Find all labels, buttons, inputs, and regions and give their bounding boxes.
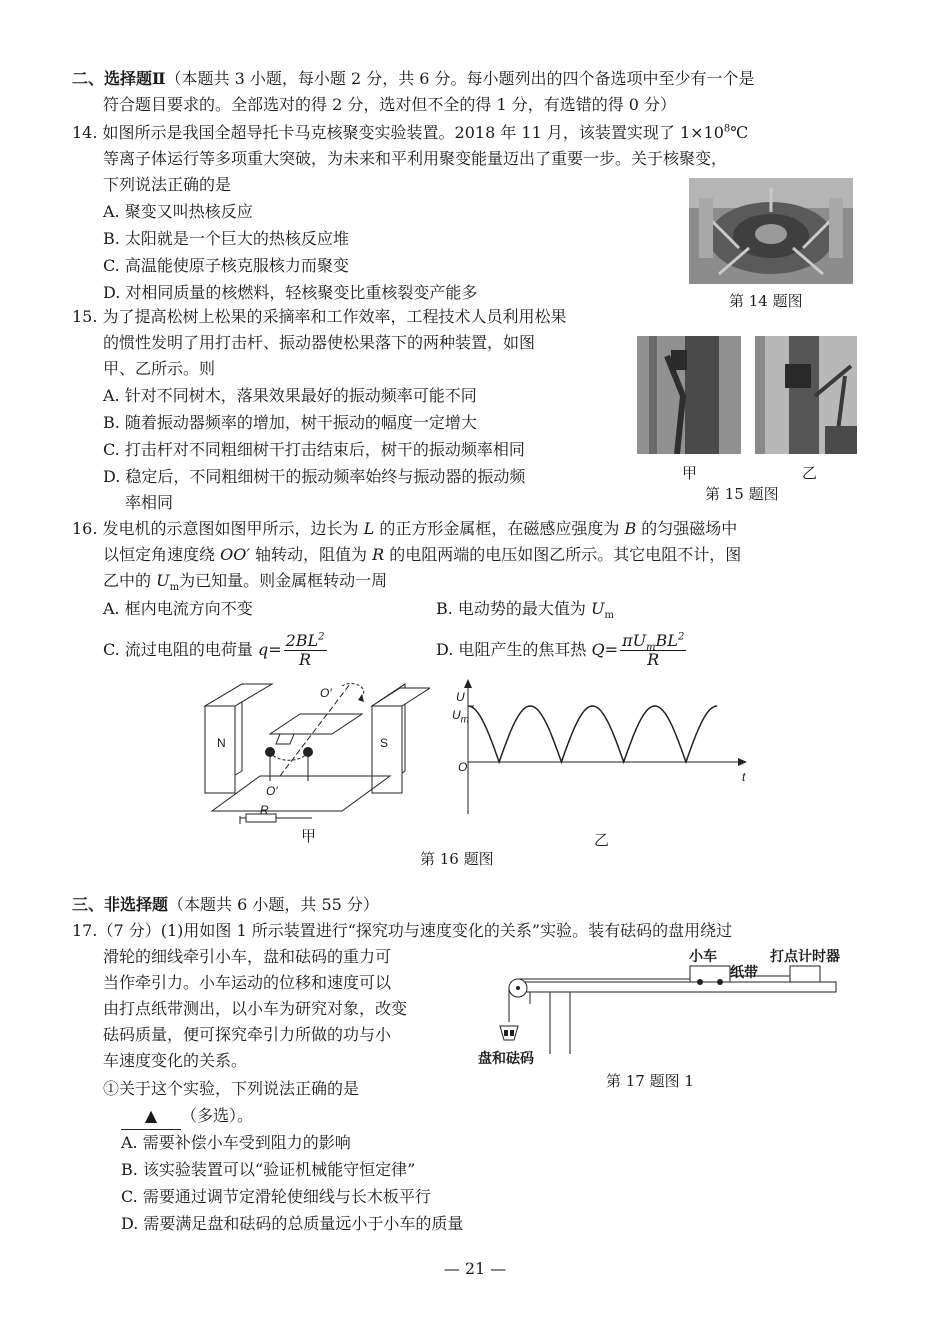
section3-heading xyxy=(72,892,379,918)
q16-label-b: 乙 xyxy=(594,831,610,849)
q15-label-b: 乙 xyxy=(802,464,818,482)
q15-line3: 甲、乙所示。则 xyxy=(103,359,216,378)
q14-line3: 下列说法正确的是 xyxy=(103,175,232,194)
voltage-curve xyxy=(468,706,717,762)
q15-option-b: B. 随着振动器频率的增加，树干振动的幅度一定增大 xyxy=(103,413,477,432)
q16-line2: 以恒定角速度绕 OO′ 轴转动，阻值为 R 的电阻两端的电压如图乙所示。其它电阻不计，图 xyxy=(103,545,742,564)
q17-line4: 由打点纸带测出，以小车为研究对象，改变 xyxy=(103,999,408,1018)
q17-option-b: B. 该实验装置可以“验证机械能守恒定律” xyxy=(121,1160,416,1179)
q17-answer-blank: ▲ （多选）。 xyxy=(121,1103,253,1130)
q16-option-c: C. 流过电阻的电荷量 q= $\frac{2BL^2}{R}$ xyxy=(103,631,325,669)
s-label: S xyxy=(380,736,389,750)
q14-tokamak-photo xyxy=(689,178,853,284)
chart-t-label: t xyxy=(742,770,746,784)
q16-generator-diagram xyxy=(200,676,430,826)
o-prime-top: O′ xyxy=(320,686,332,700)
section2-note2: 符合题目要求的。全部选对的得 2 分，选对但不全的得 1 分，有选错的得 0 分） xyxy=(103,95,677,114)
tape-label: 纸带 xyxy=(730,965,758,981)
square-frame xyxy=(270,714,362,734)
q15-line1: 15. 为了提高松树上松果的采摘率和工作效率，工程技术人员利用松果 xyxy=(72,307,567,326)
resistor-label: R xyxy=(260,803,269,817)
q17-line2: 滑轮的细线牵引小车，盘和砝码的重力可 xyxy=(103,947,392,966)
q16-caption: 第 16 题图 xyxy=(420,850,494,868)
q17-option-a: A. 需要补偿小车受到阻力的影响 xyxy=(121,1133,351,1152)
q17-sub1: ①关于这个实验，下列说法正确的是 xyxy=(103,1079,360,1098)
q17-line3: 当作牵引力。小车运动的位移和速度可以 xyxy=(103,973,392,992)
q14-option-b: B. 太阳就是一个巨大的热核反应堆 xyxy=(103,229,349,248)
chart-um-label: $U_m$ xyxy=(452,708,470,726)
q16-c-fraction: $\frac{2BL^2}{R}$ xyxy=(285,631,325,669)
q16-line3: 乙中的 $U_m$为已知量。则金属框转动一周 xyxy=(103,571,388,594)
q14-option-c: C. 高温能使原子核克服核力而聚变 xyxy=(103,256,349,275)
q16-label-a: 甲 xyxy=(301,827,317,845)
q15-option-c: C. 打击杆对不同粗细树干打击结束后，树干的振动频率相同 xyxy=(103,440,525,459)
chart-origin-label: O xyxy=(458,760,468,774)
q14-line1: 14. 如图所示是我国全超导托卡马克核聚变实验装置。2018 年 11 月，该装置实现了 $1\times 10^8℃$ xyxy=(72,123,749,142)
q15-photo-a xyxy=(637,336,741,454)
q17-line5: 砝码质量，便可探究牵引力所做的功与小 xyxy=(103,1025,392,1044)
section2-note1: （本题共 3 小题，每小题 2 分，共 6 分。每小题列出的四个备选项中至少有一个是 xyxy=(165,69,755,88)
section3-title: 三、非选择题 xyxy=(72,895,169,914)
q14-option-a: A. 聚变又叫热核反应 xyxy=(103,202,253,221)
q17-caption: 第 17 题图 1 xyxy=(606,1072,694,1090)
long-board xyxy=(518,982,836,992)
q15-line2: 的惯性发明了用打击杆、振动器使松果落下的两种装置，如图 xyxy=(103,333,536,352)
q14-line2: 等离子体运行等多项重大突破，为未来和平利用聚变能量迈出了重要一步。关于核聚变， xyxy=(103,149,728,168)
q15-photo-b xyxy=(755,336,857,454)
q16-voltage-chart xyxy=(440,676,760,826)
q16-option-b: B. 电动势的最大值为 $U_m$ xyxy=(436,599,614,622)
weights-label: 盘和砝码 xyxy=(478,1051,534,1067)
q16-line1: 16. 发电机的示意图如图甲所示，边长为 L 的正方形金属框，在磁感应强度为 B 的匀强磁场中 xyxy=(72,519,738,538)
q16-d-fraction: $\frac{\pi U_mBL^2}{R}$ xyxy=(622,631,685,669)
q17-option-c: C. 需要通过调节定滑轮使细线与长木板平行 xyxy=(121,1187,431,1206)
q15-option-a: A. 针对不同树木，落果效果最好的振动频率可能不同 xyxy=(103,386,477,405)
page-number: — 21 — xyxy=(443,1259,507,1278)
q16-option-a: A. 框内电流方向不变 xyxy=(103,599,253,618)
o-prime-bottom: O′ xyxy=(266,784,278,798)
n-label: N xyxy=(217,736,226,750)
q14-caption: 第 14 题图 xyxy=(729,292,803,310)
q17-blank-marker: ▲ xyxy=(121,1103,181,1130)
chart-u-label: U xyxy=(456,690,465,704)
section3-note: （本题共 6 小题，共 55 分） xyxy=(168,895,379,914)
q16-option-d: D. 电阻产生的焦耳热 Q= $\frac{\pi U_mBL^2}{R}$ xyxy=(436,631,685,669)
q15-caption: 第 15 题图 xyxy=(705,485,779,503)
q15-option-d2: 率相同 xyxy=(125,493,174,512)
q17-line6: 车速度变化的关系。 xyxy=(103,1051,248,1070)
cart-label: 小车 xyxy=(689,949,717,965)
weight-pan xyxy=(500,1026,518,1040)
q17-line1: 17.（7 分）(1)用如图 1 所示装置进行“探究功与速度变化的关系”实验。装有砝码的盘用绕过 xyxy=(72,921,733,940)
q14-option-d: D. 对相同质量的核燃料，轻核聚变比重核裂变产能多 xyxy=(103,283,478,302)
q15-option-d1: D. 稳定后，不同粗细树干的振动频率始终与振动器的振动频 xyxy=(103,467,526,486)
section2-title: 二、选择题Ⅱ xyxy=(72,69,166,88)
q17-option-d: D. 需要满足盘和砝码的总质量远小于小车的质量 xyxy=(121,1214,464,1233)
section2-heading xyxy=(72,66,755,92)
timer-label: 打点计时器 xyxy=(770,949,840,965)
q15-label-a: 甲 xyxy=(682,464,698,482)
